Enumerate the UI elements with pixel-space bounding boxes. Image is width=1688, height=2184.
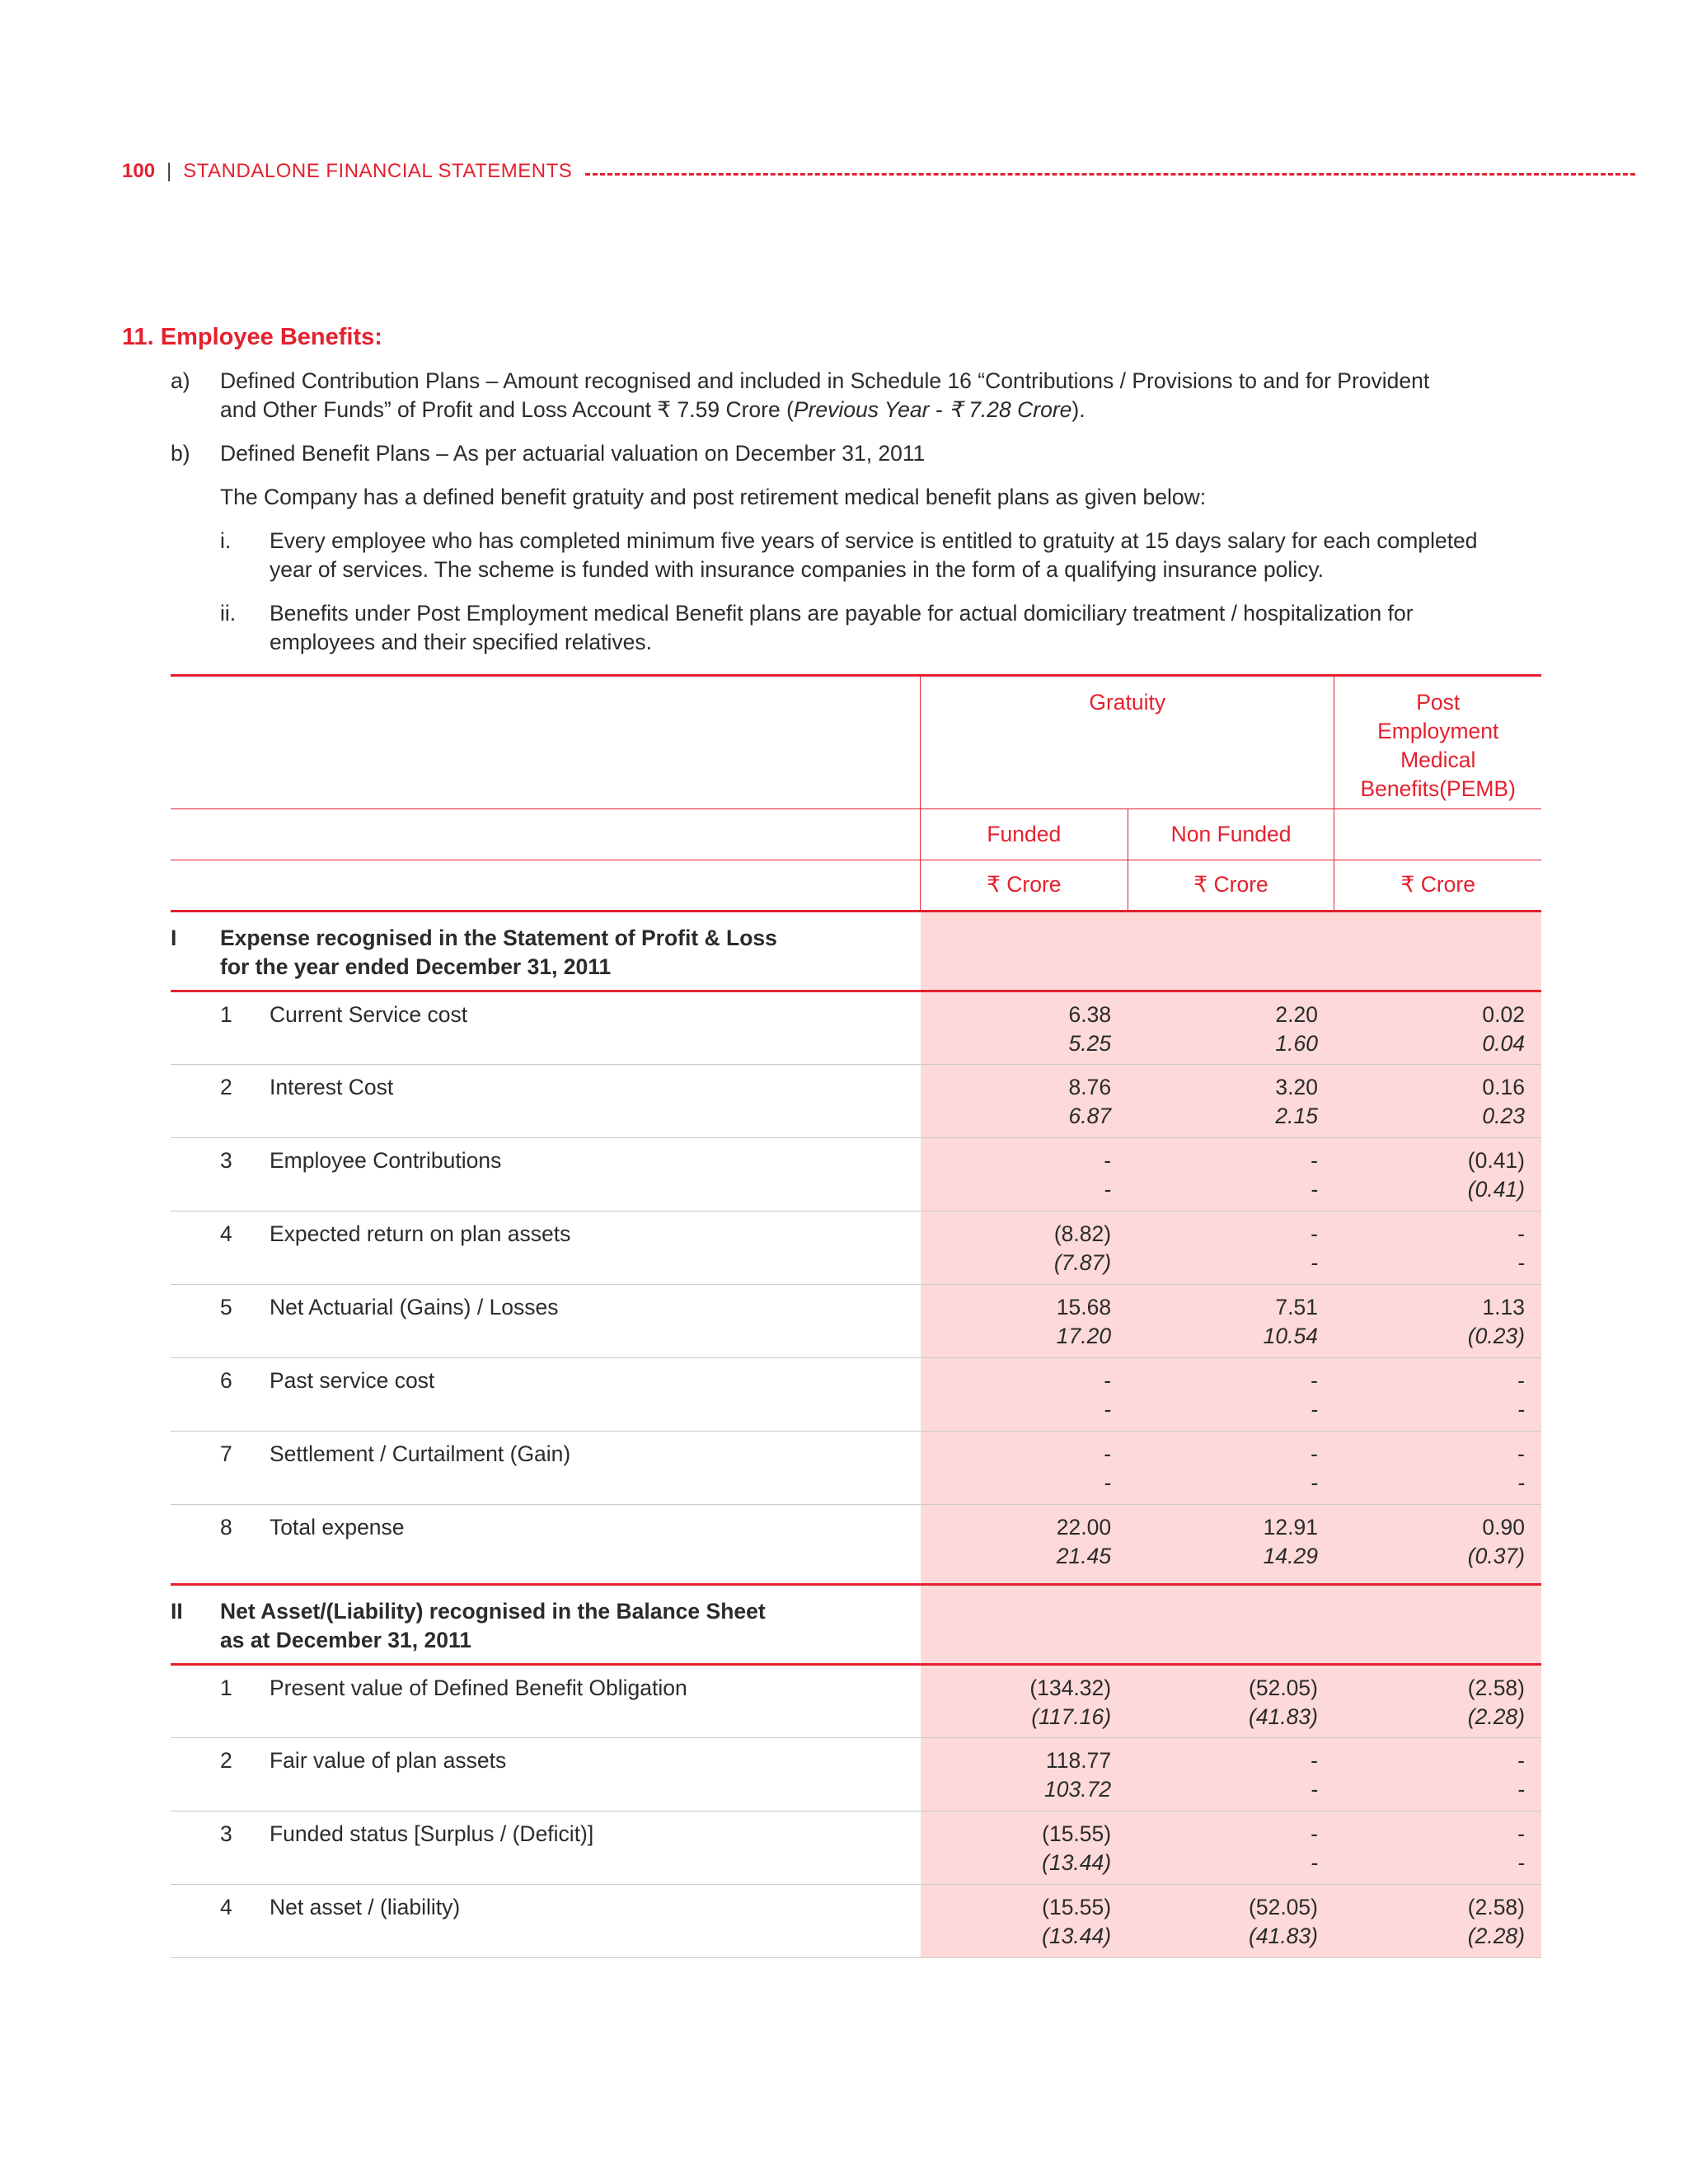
table-row: 2 Fair value of plan assets 118.77 103.72 - - - - bbox=[171, 1737, 1541, 1811]
intro-text: The Company has a defined benefit gratuity and post retirement medical benefit plans as given below: bbox=[220, 485, 1207, 509]
item-i bbox=[220, 527, 1541, 584]
section-1-title-line2: for the year ended December 31, 2011 bbox=[220, 954, 612, 979]
item-ii-line1: Benefits under Post Employment medical Benefit plans are payable for actual domiciliary treatment / hospitalization for bbox=[270, 601, 1414, 626]
page-number: 100 bbox=[122, 160, 156, 182]
table-subheader-row bbox=[171, 808, 1541, 860]
unit-non-funded: ₹ Crore bbox=[1128, 860, 1334, 911]
section-2-title-line1: Net Asset/(Liability) recognised in the Balance Sheet bbox=[220, 1598, 766, 1624]
unit-funded: ₹ Crore bbox=[921, 860, 1128, 911]
section-1-title-line1: Expense recognised in the Statement of Profit & Loss bbox=[220, 925, 777, 950]
table-row: 2 Interest Cost 8.76 6.87 3.20 2.15 0.16 0.23 bbox=[171, 1064, 1541, 1137]
row-label: Total expense bbox=[270, 1514, 405, 1540]
section-2-heading bbox=[171, 1584, 1541, 1664]
header-title: STANDALONE FINANCIAL STATEMENTS bbox=[183, 160, 573, 182]
table-row: 1 Current Service cost 6.38 5.25 2.20 1.60 0.02 0.04 bbox=[171, 991, 1541, 1064]
funded-header: Funded bbox=[921, 808, 1128, 860]
row-label: Net Actuarial (Gains) / Losses bbox=[270, 1294, 559, 1319]
employee-benefits-table bbox=[171, 674, 1541, 1958]
section-2-title-line2: as at December 31, 2011 bbox=[220, 1627, 471, 1652]
paragraph-a bbox=[171, 367, 1541, 424]
paragraph-a-line2: and Other Funds” of Profit and Loss Account ₹ 7.59 Crore (Previous Year - ₹ 7.28 Crore). bbox=[220, 397, 1085, 422]
row-label: Settlement / Curtailment (Gain) bbox=[270, 1441, 571, 1466]
table-row: 7 Settlement / Curtailment (Gain) - - - - - - bbox=[171, 1431, 1541, 1504]
table-header-row bbox=[171, 677, 1541, 808]
row-label: Present value of Defined Benefit Obligation bbox=[270, 1675, 687, 1700]
unit-pemb: ₹ Crore bbox=[1334, 860, 1541, 911]
row-label: Current Service cost bbox=[270, 1001, 468, 1027]
item-ii bbox=[220, 599, 1541, 657]
section-2-numeral: II bbox=[171, 1598, 183, 1624]
table-row: 3 Employee Contributions - - - - (0.41) (0.41) bbox=[171, 1137, 1541, 1211]
table-row: 4 Net asset / (liability) (15.55) (13.44) (52.05) (41.83) (2.58) (2.28) bbox=[171, 1884, 1541, 1957]
item-ii-line2: employees and their specified relatives. bbox=[270, 630, 652, 654]
table-row: 5 Net Actuarial (Gains) / Losses 15.68 17.20 7.51 10.54 1.13 (0.23) bbox=[171, 1284, 1541, 1357]
table-row: 6 Past service cost - - - - - - bbox=[171, 1357, 1541, 1431]
item-i-line1: Every employee who has completed minimum five years of service is entitled to gratuity at 15 days salary for each completed bbox=[270, 528, 1478, 553]
row-label: Employee Contributions bbox=[270, 1147, 502, 1173]
row-label: Interest Cost bbox=[270, 1074, 394, 1099]
page-header bbox=[122, 155, 1635, 188]
row-label: Net asset / (liability) bbox=[270, 1894, 461, 1919]
row-label: Expected return on plan assets bbox=[270, 1221, 571, 1246]
table-unit-row bbox=[171, 860, 1541, 911]
paragraph-a-line1: Defined Contribution Plans – Amount recognised and included in Schedule 16 “Contributions / Provisions to and for Provident bbox=[220, 368, 1430, 393]
gratuity-header: Gratuity bbox=[921, 677, 1334, 808]
table-row: 8 Total expense 22.00 21.45 12.91 14.29 0.90 (0.37) bbox=[171, 1504, 1541, 1584]
table-row: 4 Expected return on plan assets (8.82) (7.87) - - - - bbox=[171, 1211, 1541, 1284]
header-separator: | bbox=[166, 160, 172, 182]
section-1-heading bbox=[171, 911, 1541, 991]
table-row: 3 Funded status [Surplus / (Deficit)] (15.55) (13.44) - - - - bbox=[171, 1811, 1541, 1884]
section-1-numeral: I bbox=[171, 925, 177, 950]
paragraph-b-text: Defined Benefit Plans – As per actuarial valuation on December 31, 2011 bbox=[220, 441, 926, 466]
row-label: Fair value of plan assets bbox=[270, 1747, 507, 1773]
paragraph-a-label: a) bbox=[171, 368, 190, 393]
non-funded-header: Non Funded bbox=[1128, 808, 1334, 860]
section-title: 11. Employee Benefits: bbox=[122, 324, 382, 350]
item-i-line2: year of services. The scheme is funded with insurance companies in the form of a qualifying insurance policy. bbox=[270, 557, 1325, 582]
paragraph-b-label: b) bbox=[171, 441, 190, 466]
row-label: Past service cost bbox=[270, 1367, 435, 1393]
row-label: Funded status [Surplus / (Deficit)] bbox=[270, 1821, 594, 1846]
item-i-label: i. bbox=[220, 528, 232, 553]
header-dashed-rule bbox=[585, 173, 1635, 176]
paragraph-b bbox=[171, 439, 1541, 468]
table-row: 1 Present value of Defined Benefit Obligation (134.32) (117.16) (52.05) (41.83) (2.58) (2.28) bbox=[171, 1664, 1541, 1737]
pemb-header: Post Employment Medical Benefits(PEMB) bbox=[1334, 677, 1541, 808]
item-ii-label: ii. bbox=[220, 601, 237, 626]
